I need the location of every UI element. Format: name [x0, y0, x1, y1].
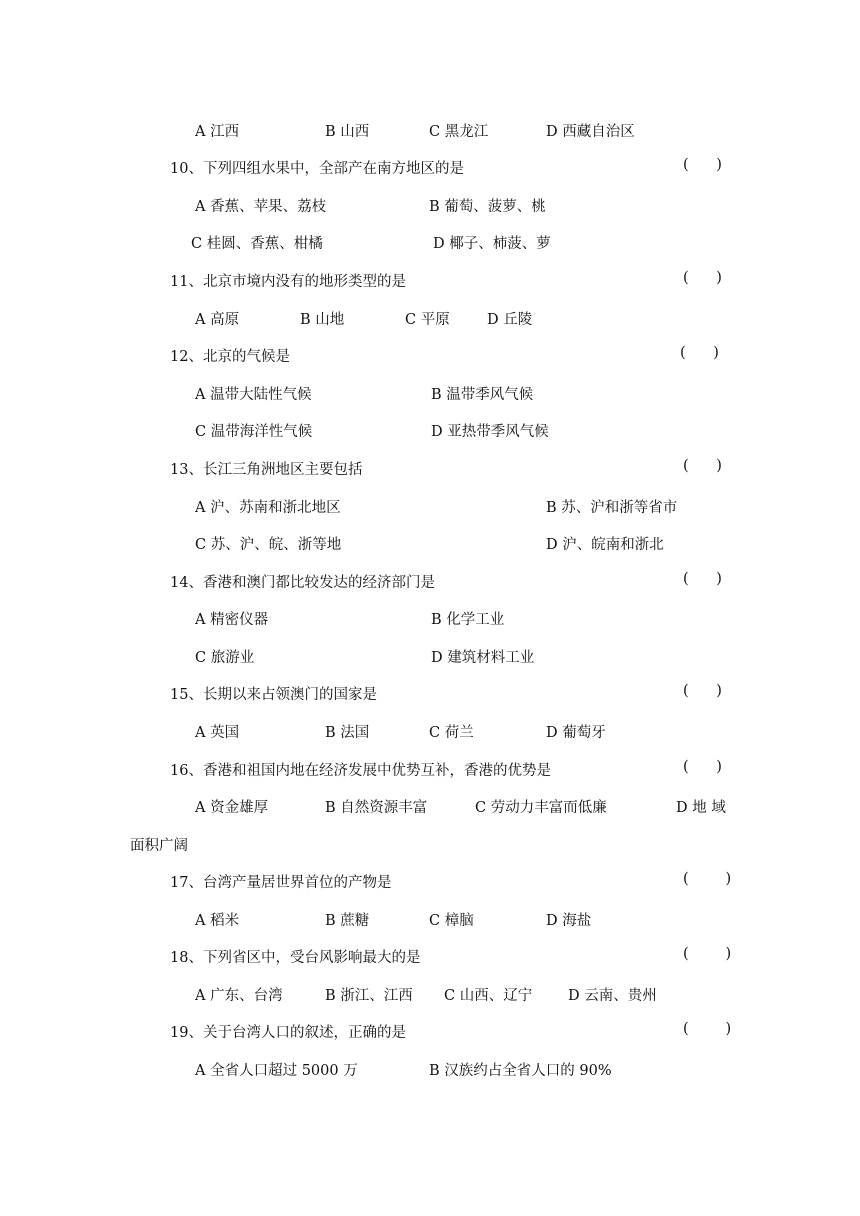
option-17d: D 海盐	[546, 913, 592, 929]
option-13c: C 苏、沪、皖、浙等地	[195, 537, 342, 553]
option-11d: D 丘陵	[487, 312, 533, 328]
option-12a: A 温带大陆性气候	[195, 387, 312, 403]
option-11c: C 平原	[405, 312, 450, 328]
option-15d: D 葡萄牙	[546, 725, 606, 741]
option-18c: C 山西、辽宁	[444, 988, 533, 1004]
option-19b: B 汉族约占全省人口的 90%	[429, 1063, 612, 1079]
answer-blank-11: ( )	[683, 270, 722, 286]
question-16: 16、香港和祖国内地在经济发展中优势互补，香港的优势是	[170, 763, 551, 779]
option-14c: C 旅游业	[195, 650, 255, 666]
option-12d: D 亚热带季风气候	[431, 424, 549, 440]
question-13: 13、长江三角洲地区主要包括	[170, 462, 363, 478]
option-9c: C 黑龙江	[429, 124, 489, 140]
option-14b: B 化学工业	[431, 612, 505, 628]
option-15b: B 法国	[325, 725, 370, 741]
option-12b: B 温带季风气候	[431, 387, 534, 403]
question-17: 17、台湾产量居世界首位的产物是	[170, 875, 392, 891]
option-14a: A 精密仪器	[195, 612, 269, 628]
option-15a: A 英国	[195, 725, 240, 741]
option-13d: D 沪、皖南和浙北	[546, 537, 664, 553]
question-14: 14、香港和澳门都比较发达的经济部门是	[170, 575, 435, 591]
option-13a: A 沪、苏南和浙北地区	[195, 500, 341, 516]
option-15c: C 荷兰	[429, 725, 474, 741]
option-10d: D 椰子、柿菠、萝	[433, 236, 551, 252]
question-19: 19、关于台湾人口的叙述，正确的是	[170, 1025, 406, 1041]
answer-blank-10: ( )	[683, 157, 722, 173]
option-12c: C 温带海洋性气候	[195, 424, 313, 440]
option-16d: D 地 域	[676, 800, 726, 816]
question-15: 15、长期以来占领澳门的国家是	[170, 687, 377, 703]
option-9a: A 江西	[195, 124, 240, 140]
question-10: 10、下列四组水果中，全部产在南方地区的是	[170, 161, 464, 177]
option-9d: D 西藏自治区	[546, 124, 635, 140]
option-17c: C 樟脑	[429, 913, 474, 929]
option-18a: A 广东、台湾	[195, 988, 283, 1004]
option-10b: B 葡萄、菠萝、桃	[429, 199, 546, 215]
answer-blank-12: ( )	[680, 345, 719, 361]
answer-blank-16: ( )	[683, 759, 722, 775]
answer-blank-19: ( )	[683, 1021, 732, 1037]
option-17a: A 稻米	[195, 913, 240, 929]
answer-blank-14: ( )	[683, 571, 722, 587]
option-18b: B 浙江、江西	[325, 988, 413, 1004]
option-18d: D 云南、贵州	[568, 988, 657, 1004]
option-14d: D 建筑材料工业	[431, 650, 535, 666]
option-19a: A 全省人口超过 5000 万	[195, 1063, 358, 1079]
option-11b: B 山地	[300, 312, 345, 328]
answer-blank-18: ( )	[683, 946, 732, 962]
question-12: 12、北京的气候是	[170, 349, 290, 365]
question-11: 11、北京市境内没有的地形类型的是	[170, 274, 406, 290]
option-16d-continuation: 面积广阔	[130, 838, 188, 854]
answer-blank-17: ( )	[683, 871, 732, 887]
answer-blank-15: ( )	[683, 683, 722, 699]
answer-blank-13: ( )	[683, 458, 722, 474]
option-10a: A 香蕉、苹果、荔枝	[195, 199, 327, 215]
option-9b: B 山西	[325, 124, 370, 140]
option-16c: C 劳动力丰富而低廉	[475, 800, 607, 816]
option-13b: B 苏、沪和浙等省市	[546, 500, 678, 516]
question-18: 18、下列省区中，受台风影响最大的是	[170, 950, 421, 966]
option-17b: B 蔗糖	[325, 913, 370, 929]
option-11a: A 高原	[195, 312, 240, 328]
option-16b: B 自然资源丰富	[325, 800, 428, 816]
option-10c: C 桂圆、香蕉、柑橘	[191, 236, 323, 252]
option-16a: A 资金雄厚	[195, 800, 269, 816]
